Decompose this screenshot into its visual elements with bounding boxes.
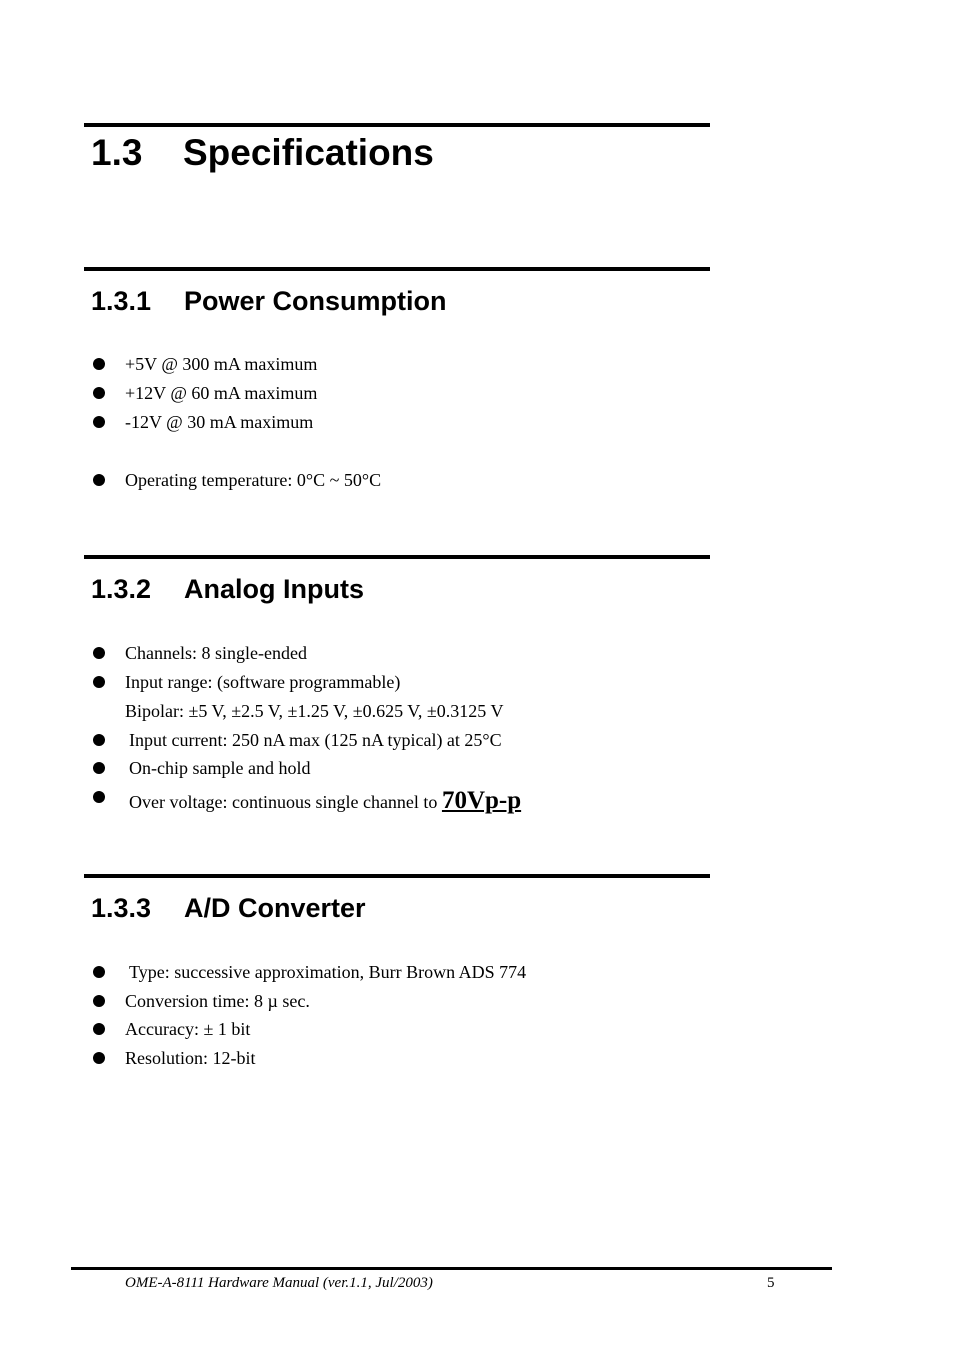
list-item-text: +12V @ 60 mA maximum <box>125 383 318 403</box>
list-item-text: Resolution: 12-bit <box>125 1048 256 1068</box>
bullet-icon <box>93 1023 105 1035</box>
subsection-rule <box>84 555 710 559</box>
bullet-icon <box>93 966 105 978</box>
bullet-icon <box>93 358 105 370</box>
section-title: Specifications <box>183 132 434 173</box>
bullet-icon <box>93 416 105 428</box>
list-item-text: Bipolar: ±5 V, ±2.5 V, ±1.25 V, ±0.625 V, ±0.3125 V <box>125 701 504 721</box>
bullet-icon <box>93 474 105 486</box>
subsection-title: Analog Inputs <box>184 574 364 604</box>
section-heading <box>91 134 434 171</box>
list-item-text: Conversion time: 8 µ sec. <box>125 991 310 1011</box>
list-item-text: Operating temperature: 0°C ~ 50°C <box>125 470 382 490</box>
list-item-text: -12V @ 30 mA maximum <box>125 412 314 432</box>
bullet-icon <box>93 647 105 659</box>
list-item-text: Input current: 250 nA max (125 nA typical) at 25°C <box>129 730 502 750</box>
section-rule <box>84 123 710 127</box>
list-item-text: Channels: 8 single-ended <box>125 643 307 663</box>
subsection-number: 1.3.2 <box>91 574 152 604</box>
subsection-heading-converter <box>91 895 366 922</box>
list-item-text: On-chip sample and hold <box>129 758 311 778</box>
subsection-heading-analog <box>91 576 364 603</box>
list-item-text: Input range: (software programmable) <box>125 672 401 692</box>
subsection-title: Power Consumption <box>184 286 447 316</box>
subsection-heading-power <box>91 288 447 315</box>
list-item-text: Type: successive approximation, Burr Brown ADS 774 <box>129 962 527 982</box>
bullet-icon <box>93 995 105 1007</box>
list-item-text: +5V @ 300 mA maximum <box>125 354 318 374</box>
bullet-icon <box>93 676 105 688</box>
subsection-title: A/D Converter <box>184 893 366 923</box>
bullet-icon <box>93 791 105 803</box>
bullet-icon <box>93 1052 105 1064</box>
subsection-rule <box>84 267 710 271</box>
over-voltage-value: 70Vp-p <box>441 787 522 814</box>
bullet-icon <box>93 387 105 399</box>
subsection-number: 1.3.1 <box>91 286 152 316</box>
page-number: 5 <box>767 1275 775 1291</box>
bullet-icon <box>93 762 105 774</box>
list-item-text: Accuracy: ± 1 bit <box>125 1019 251 1039</box>
section-number: 1.3 <box>91 132 143 173</box>
subsection-number: 1.3.3 <box>91 893 152 923</box>
bullet-icon <box>93 734 105 746</box>
footer-title: OME-A-8111 Hardware Manual (ver.1.1, Jul/2003) <box>125 1275 433 1291</box>
list-item-text <box>129 788 521 813</box>
over-voltage-label: Over voltage: continuous single channel to <box>129 792 438 812</box>
subsection-rule <box>84 874 710 878</box>
footer-rule <box>71 1267 832 1270</box>
